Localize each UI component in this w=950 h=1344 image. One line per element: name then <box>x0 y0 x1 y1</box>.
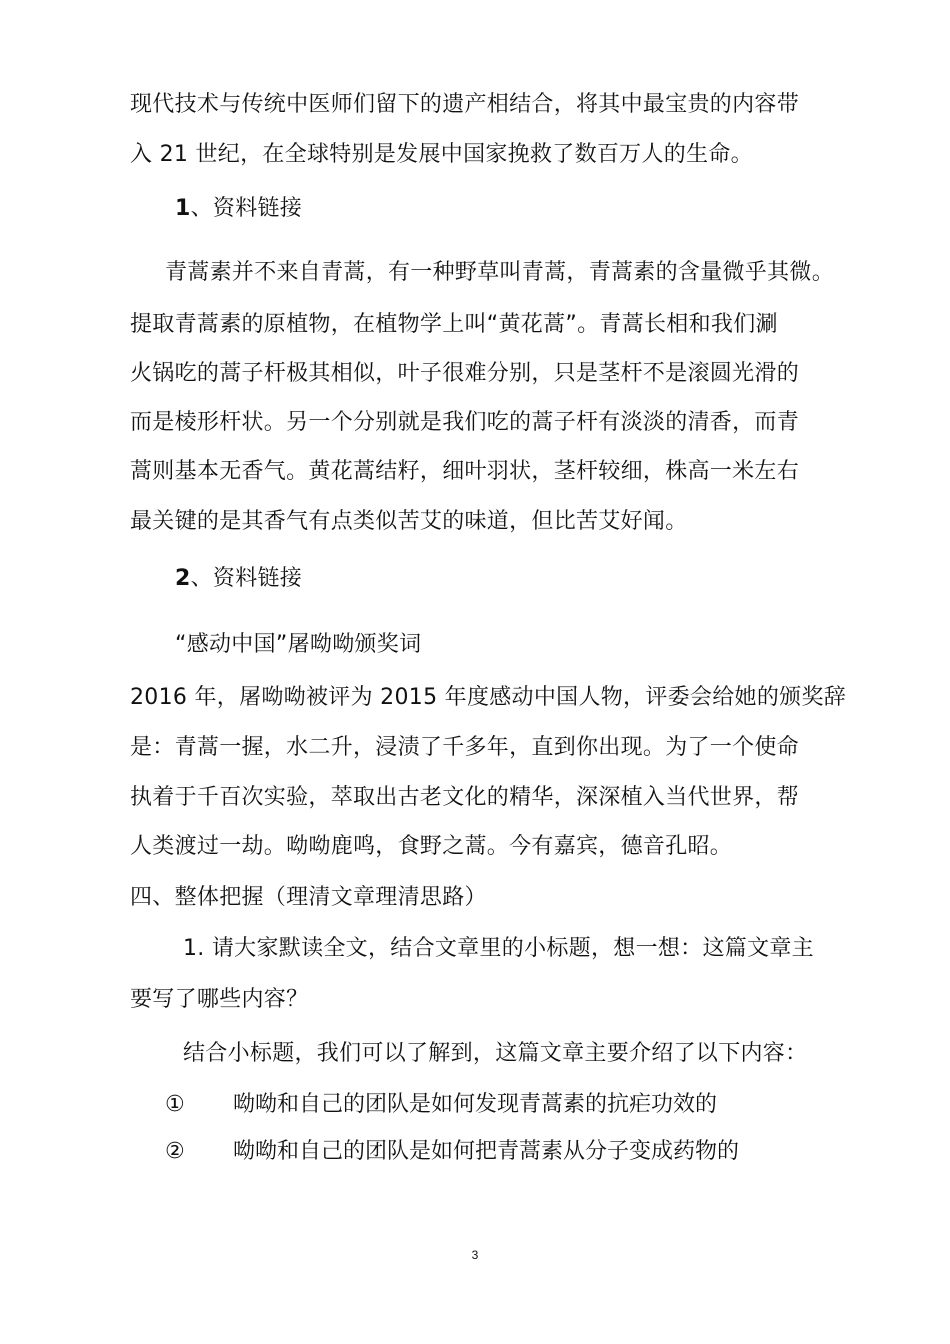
section-title: 、资料链接 <box>190 566 303 591</box>
body-text-line: 青蒿素并不来自青蒿，有一种野草叫青蒿，青蒿素的含量微乎其微。 <box>165 260 835 285</box>
award-title: “感动中国”屠呦呦颁奖词 <box>175 632 422 657</box>
answer-intro: 结合小标题，我们可以了解到，这篇文章主要介绍了以下内容： <box>183 1041 808 1066</box>
list-item-text: 呦呦和自己的团队是如何发现青蒿素的抗疟功效的 <box>233 1092 718 1117</box>
section-number: 2 <box>175 566 191 591</box>
list-marker: ① <box>165 1092 185 1117</box>
question-line: 要写了哪些内容？ <box>130 987 309 1012</box>
body-text-line: 火锅吃的蒿子杆极其相似，叶子很难分别，只是茎杆不是滚圆光滑的 <box>130 361 800 386</box>
section-heading-1 <box>175 194 302 224</box>
body-text-line: 蒿则基本无香气。黄花蒿结籽，细叶羽状，茎杆较细，株高一米左右 <box>130 459 800 484</box>
body-text-line: 最关键的是其香气有点类似苦艾的味道，但比苦艾好闻。 <box>130 509 688 534</box>
section-heading-4: 四、整体把握（理清文章理清思路） <box>130 885 487 910</box>
body-text-line: 是：青蒿一握，水二升，浸渍了千多年，直到你出现。为了一个使命 <box>130 735 800 760</box>
section-title: 、资料链接 <box>190 196 303 221</box>
list-marker: ② <box>165 1139 185 1164</box>
question-line: 1. 请大家默读全文，结合文章里的小标题，想一想：这篇文章主 <box>183 936 814 961</box>
body-text-line: 人类渡过一劫。呦呦鹿鸣，食野之蒿。今有嘉宾，德音孔昭。 <box>130 834 733 859</box>
body-text-line: 现代技术与传统中医师们留下的遗产相结合，将其中最宝贵的内容带 <box>130 92 800 117</box>
page-number: 3 <box>471 1248 479 1262</box>
body-text-line: 2016 年，屠呦呦被评为 2015 年度感动中国人物，评委会给她的颁奖辞 <box>130 685 847 710</box>
section-heading-2 <box>175 564 302 594</box>
list-item-text: 呦呦和自己的团队是如何把青蒿素从分子变成药物的 <box>233 1139 740 1164</box>
section-number: 1 <box>175 196 191 221</box>
body-text-line: 提取青蒿素的原植物，在植物学上叫“黄花蒿”。青蒿长相和我们涮 <box>130 312 778 337</box>
body-text-line: 执着于千百次实验，萃取出古老文化的精华，深深植入当代世界，帮 <box>130 785 800 810</box>
body-text-line: 而是棱形杆状。另一个分别就是我们吃的蒿子杆有淡淡的清香，而青 <box>130 410 800 435</box>
body-text-line: 入 21 世纪，在全球特别是发展中国家挽救了数百万人的生命。 <box>130 142 753 167</box>
